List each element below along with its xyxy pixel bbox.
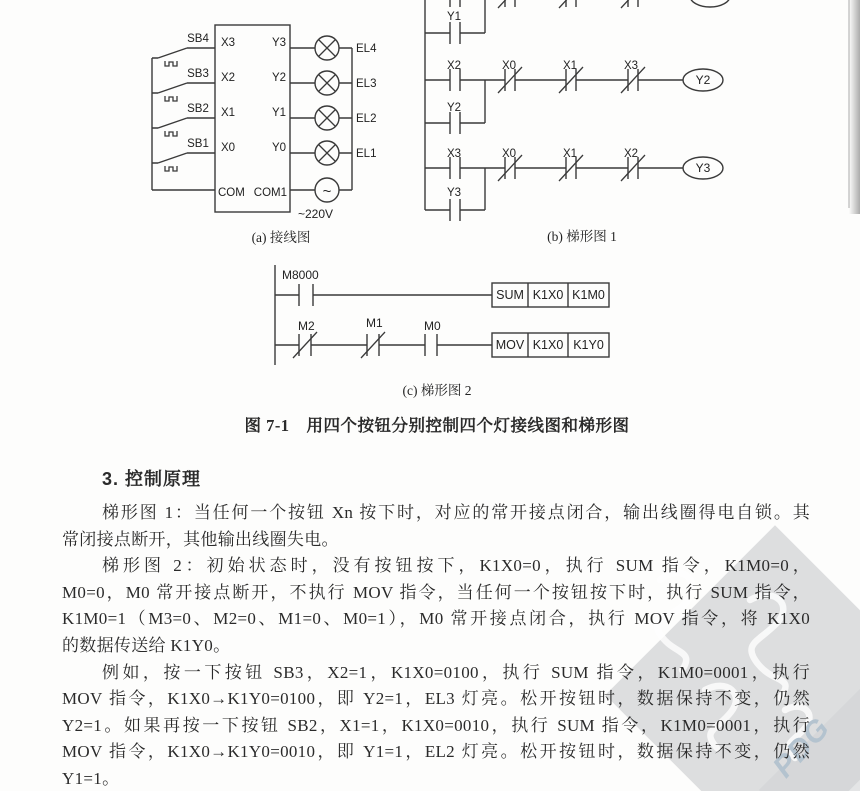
button-label-sb1: SB1 (187, 138, 209, 150)
input-pin-x0: X0 (221, 142, 236, 154)
pushbutton-sb4 (152, 48, 215, 66)
paragraph-line: MOV 指令，K1X0→K1Y0=0100，即 Y2=1，EL3 灯亮。松开按钮时，数据保持不变，仍然 (62, 689, 810, 709)
pushbutton-sb3 (152, 83, 215, 101)
wiring-caption: (a) 接线图 (251, 230, 311, 245)
contact-label-x2: X2 (447, 60, 462, 72)
lamp-el3 (290, 71, 352, 95)
watermark-pdg-text: PDG (766, 711, 837, 784)
operand-k1x0: K1X0 (532, 338, 564, 352)
button-label-sb2: SB2 (187, 103, 209, 115)
output-pin-y2: Y2 (272, 72, 287, 84)
branch-contact-y3: Y3 (447, 187, 462, 199)
ladder1-rung1-clipped (425, 0, 730, 44)
ladder2-rung1 (275, 268, 609, 307)
power-voltage-label: ~220V (298, 207, 334, 221)
paragraph-line: 的数据传送给 K1Y0。 (62, 635, 231, 655)
instr-mov: MOV (495, 338, 525, 352)
lamp-label-el4: EL4 (356, 43, 377, 55)
ladder1-rung3 (425, 148, 723, 221)
coil-label-y3: Y3 (695, 161, 711, 175)
ladder1-rung2 (425, 60, 723, 134)
operand-k1y0: K1Y0 (573, 338, 604, 352)
paragraph-line: 例如，按一下按钮 SB3，X2=1，K1X0=0100，执行 SUM 指令，K1M0=0001，执行 (102, 662, 810, 682)
power-source (290, 178, 352, 202)
ladder2-rung2 (275, 316, 609, 358)
paragraph-line: Y2=1。如果再按一下按钮 SB2，X1=1，K1X0=0010，执行 SUM 指令，K1M0=0001，执行 (62, 715, 810, 735)
pushbutton-sb1 (152, 153, 215, 171)
nc-contact-label-x0: X0 (502, 148, 517, 160)
nc-contact-label-x3: X3 (624, 60, 639, 72)
ladder1-caption: (b) 梯形图 1 (547, 229, 617, 244)
lamp-label-el3: EL3 (356, 78, 377, 90)
lamp-label-el1: EL1 (356, 148, 377, 160)
output-pin-y1: Y1 (272, 107, 287, 119)
figure-caption: 图 7-1 用四个按钮分别控制四个灯接线图和梯形图 (244, 416, 630, 435)
wiring-diagram (135, 0, 435, 250)
section-heading: 3. 控制原理 (102, 469, 202, 489)
nc-contact-label-x1: X1 (563, 148, 578, 160)
lamp-el1 (290, 141, 352, 165)
input-pin-x3: X3 (221, 37, 236, 49)
operand-k1m0: K1M0 (572, 288, 605, 302)
nc-contact-label-x0: X0 (502, 60, 517, 72)
paragraph-line: 常闭接点断开，其他输出线圈失电。 (62, 529, 339, 549)
branch-contact-y2: Y2 (447, 102, 462, 114)
ladder2-caption: (c) 梯形图 2 (402, 383, 472, 398)
paragraph-line: K1M0=1（M3=0、M2=0、M1=0、M0=1），M0 常开接点闭合，执行 MOV 指令，将 K1X0 (62, 609, 810, 629)
ladder-diagram-1 (420, 0, 860, 250)
paragraph-line: M0=0，M0 常开接点断开，不执行 MOV 指令，当任何一个按钮按下时，执行 SUM 指令， (62, 582, 810, 602)
output-pin-y3: Y3 (272, 37, 287, 49)
button-label-sb3: SB3 (187, 68, 209, 80)
button-label-sb4: SB4 (187, 33, 209, 45)
paragraph-line: Y1=1。 (62, 768, 120, 788)
lamp-el4 (290, 36, 352, 60)
coil-fragment (690, 0, 730, 7)
ladder-diagram-2 (265, 258, 665, 403)
contact-label-x3: X3 (447, 148, 462, 160)
nc-contact-label-x2: X2 (624, 148, 639, 160)
coil-label-y2: Y2 (695, 73, 711, 87)
pushbutton-sb2 (152, 118, 215, 136)
operand-k1x0: K1X0 (532, 288, 564, 302)
paragraph-line: 梯形图 2：初始状态时，没有按钮按下，K1X0=0，执行 SUM 指令，K1M0=0， (102, 556, 810, 576)
body-text (62, 500, 810, 791)
branch-contact-y1: Y1 (447, 11, 462, 23)
nc-contact-label-m1: M1 (366, 316, 383, 330)
ac-tilde: ~ (322, 183, 332, 200)
input-pin-x2: X2 (221, 72, 236, 84)
input-pin-x1: X1 (221, 107, 236, 119)
lamp-el2 (290, 106, 352, 130)
output-pin-y0: Y0 (272, 142, 287, 154)
contact-label-m8000: M8000 (282, 268, 319, 282)
nc-contact-label-m2: M2 (298, 319, 315, 333)
lamp-label-el2: EL2 (356, 113, 377, 125)
paragraph-line: MOV 指令，K1X0→K1Y0=0010，即 Y1=1，EL2 灯亮。松开按钮时，数据保持不变，仍然 (62, 742, 810, 762)
com1-pin: COM1 (253, 187, 287, 199)
paragraph-line: 梯形图 1：当任何一个按钮 Xn 按下时，对应的常开接点闭合，输出线圈得电自锁。其 (102, 503, 810, 522)
com-pin: COM (218, 187, 245, 199)
no-contact-label-m0: M0 (424, 319, 441, 333)
instr-sum: SUM (496, 288, 524, 302)
nc-contact-label-x1: X1 (563, 60, 578, 72)
